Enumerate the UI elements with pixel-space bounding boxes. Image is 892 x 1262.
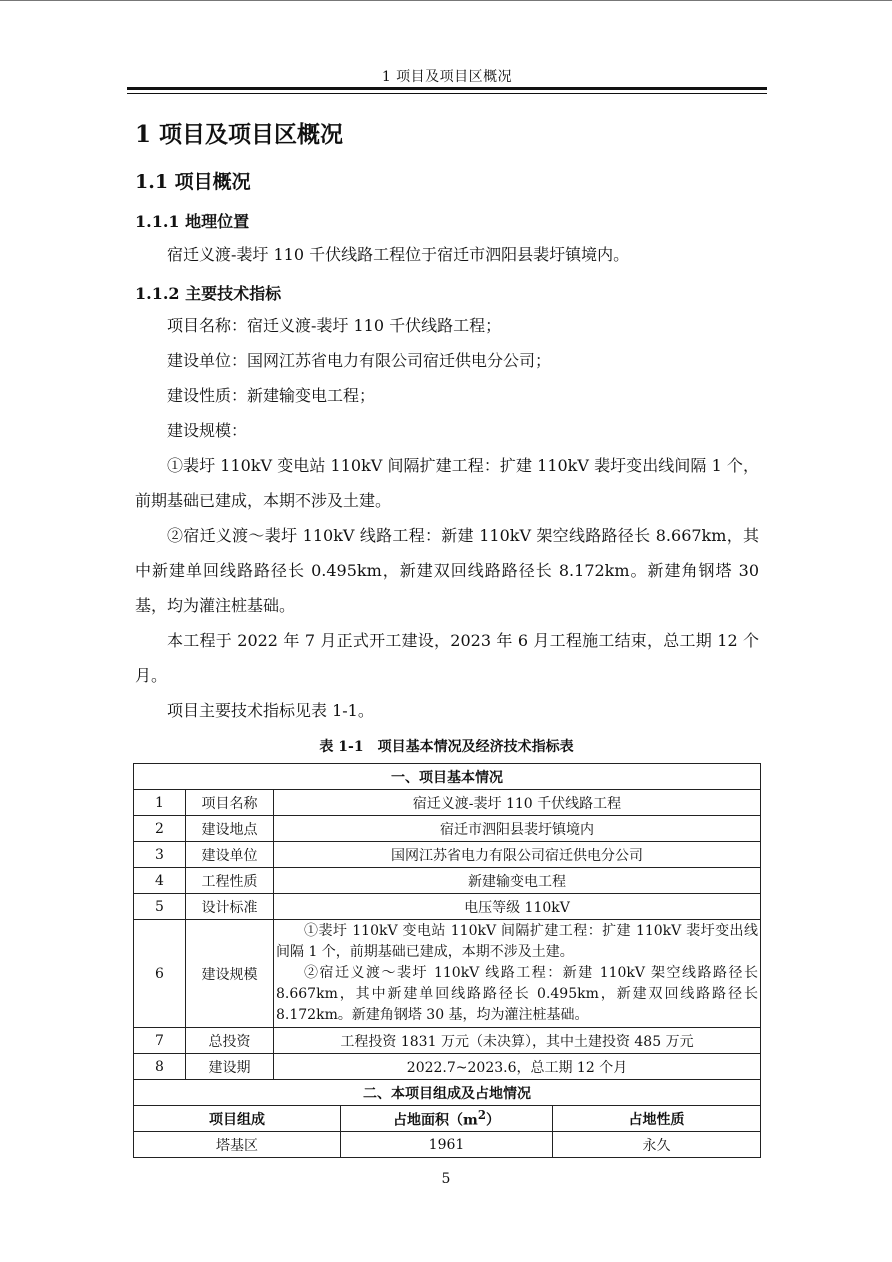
row-label: 建设单位	[186, 842, 274, 868]
row-value-multiline	[274, 920, 761, 1028]
page-top-border	[0, 0, 892, 1]
row-number: 3	[134, 842, 186, 868]
page-number: 5	[441, 1171, 451, 1187]
land-area: 1961	[341, 1132, 553, 1158]
table-row	[134, 1054, 761, 1080]
row-value: 宿迁义渡-裴圩 110 千伏线路工程	[274, 790, 761, 816]
row-label: 工程性质	[186, 868, 274, 894]
paragraph-project-name: 项目名称：宿迁义渡-裴圩 110 千伏线路工程；	[167, 316, 502, 335]
row-number: 2	[134, 816, 186, 842]
row-label: 建设规模	[186, 920, 274, 1028]
table-row	[134, 894, 761, 920]
paragraph-builder: 建设单位：国网江苏省电力有限公司宿迁供电分公司；	[167, 351, 552, 370]
table-row	[134, 868, 761, 894]
table-header-row	[134, 1106, 761, 1132]
col-header-area	[341, 1106, 553, 1132]
paragraph-scale-label: 建设规模：	[167, 421, 248, 440]
row-label: 建设地点	[186, 816, 274, 842]
col-header-component: 项目组成	[134, 1106, 341, 1132]
row-value: 国网江苏省电力有限公司宿迁供电分公司	[274, 842, 761, 868]
section-heading-land: 二、本项目组成及占地情况	[134, 1080, 761, 1106]
subsection-title-indicators: 1.1.2 主要技术指标	[135, 284, 282, 303]
table-caption: 表 1-1 项目基本情况及经济技术指标表	[319, 739, 574, 755]
table-row	[134, 790, 761, 816]
col-header-nature: 占地性质	[553, 1106, 761, 1132]
row-value: 工程投资 1831 万元（未决算），其中土建投资 485 万元	[274, 1028, 761, 1054]
paragraph-location: 宿迁义渡-裴圩 110 千伏线路工程位于宿迁市泗阳县裴圩镇境内。	[167, 245, 630, 264]
section-heading-basic: 一、项目基本情况	[134, 764, 761, 790]
paragraph-table-ref: 项目主要技术指标见表 1-1。	[167, 701, 374, 720]
subsection-title-location: 1.1.1 地理位置	[135, 212, 250, 231]
row-number: 6	[134, 920, 186, 1028]
chapter-title: 1 项目及项目区概况	[135, 121, 344, 148]
paragraph-scale-item-2: ②宿迁义渡～裴圩 110kV 线路工程：新建 110kV 架空线路路径长 8.667km，其中新建单回线路路径长 0.495km，新建双回线路路径长 8.172km。新建角钢塔 30 基，均为灌注桩基础。	[135, 526, 759, 615]
table-row	[134, 1028, 761, 1054]
table-row	[134, 842, 761, 868]
row-number: 1	[134, 790, 186, 816]
section-title: 1.1 项目概况	[135, 171, 251, 193]
land-nature: 永久	[553, 1132, 761, 1158]
header-rule-thick	[127, 87, 767, 90]
row-number: 8	[134, 1054, 186, 1080]
row-label: 建设期	[186, 1054, 274, 1080]
table-section-row	[134, 764, 761, 790]
row-number: 5	[134, 894, 186, 920]
paragraph-scale-item-1: ①裴圩 110kV 变电站 110kV 间隔扩建工程：扩建 110kV 裴圩变出线间隔 1 个，前期基础已建成，本期不涉及土建。	[135, 456, 759, 510]
area-header-suffix: ）	[485, 1112, 500, 1129]
row-label: 总投资	[186, 1028, 274, 1054]
scale-item-1: ①裴圩 110kV 变电站 110kV 间隔扩建工程：扩建 110kV 裴圩变出线间隔 1 个，前期基础已建成，本期不涉及土建。	[276, 923, 758, 960]
row-value: 电压等级 110kV	[274, 894, 761, 920]
header-rule-thin	[127, 93, 767, 94]
area-header-prefix: 占地面积（m	[393, 1112, 478, 1129]
running-header: 1 项目及项目区概况	[381, 69, 513, 85]
row-value: 2022.7~2023.6，总工期 12 个月	[274, 1054, 761, 1080]
table-section-row	[134, 1080, 761, 1106]
project-info-table	[133, 763, 761, 1158]
row-label: 设计标准	[186, 894, 274, 920]
paragraph-nature: 建设性质：新建输变电工程；	[167, 386, 376, 405]
paragraph-schedule: 本工程于 2022 年 7 月正式开工建设，2023 年 6 月工程施工结束，总工期 12 个月。	[135, 631, 759, 685]
table-row	[134, 920, 761, 1028]
row-value: 新建输变电工程	[274, 868, 761, 894]
row-label: 项目名称	[186, 790, 274, 816]
row-number: 4	[134, 868, 186, 894]
scale-item-2: ②宿迁义渡～裴圩 110kV 线路工程：新建 110kV 架空线路路径长 8.667km，其中新建单回线路路径长 0.495km，新建双回线路路径长 8.172km。新建角钢塔 30 基，均为灌注桩基础。	[276, 965, 758, 1023]
row-value: 宿迁市泗阳县裴圩镇境内	[274, 816, 761, 842]
area-header-sup: 2	[477, 1107, 486, 1122]
table-row	[134, 816, 761, 842]
row-number: 7	[134, 1028, 186, 1054]
land-component: 塔基区	[134, 1132, 341, 1158]
table-row	[134, 1132, 761, 1158]
